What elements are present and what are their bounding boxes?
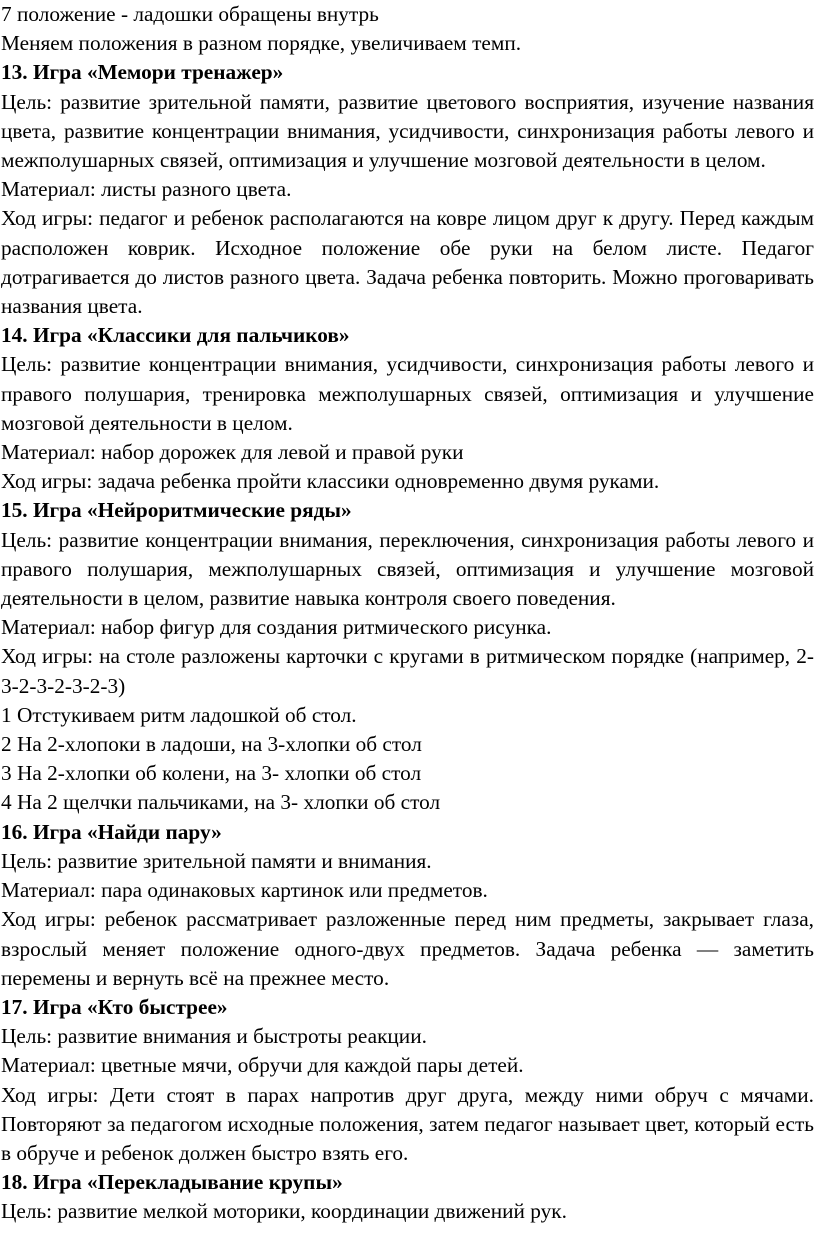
paragraph-change-positions: Меняем положения в разном порядке, увеличиваем темп.	[1, 31, 522, 56]
paragraph-position-7: 7 положение - ладошки обращены внутрь	[1, 2, 379, 26]
game-15-goal: Цель: развитие концентрации внимания, переключения, синхронизация работы левого и правого полушария, межполушарных связей, оптимизация и улучшение мозговой деятельности в целом, развитие навыка контроля своего поведения.	[1, 527, 814, 611]
game-15-material: Материал: набор фигур для создания ритмического рисунка.	[1, 615, 552, 640]
game-14-course: Ход игры: задача ребенка пройти классики одновременно двумя руками.	[1, 469, 660, 494]
game-18-goal: Цель: развитие мелкой моторики, координации движений рук.	[1, 1199, 567, 1224]
game-17-material: Материал: цветные мячи, обручи для каждой пары детей.	[1, 1053, 524, 1078]
game-13-material: Материал: листы разного цвета.	[1, 177, 292, 202]
game-15-step-1: 1 Отстукиваем ритм ладошкой об стол.	[1, 702, 357, 727]
game-15-step-2: 2 На 2-хлопоки в ладоши, на 3-хлопки об стол	[1, 732, 422, 757]
game-14-material: Материал: набор дорожек для левой и правой руки	[1, 440, 464, 465]
heading-game-17: 17. Игра «Кто быстрее»	[1, 994, 228, 1019]
game-14-goal: Цель: развитие концентрации внимания, усидчивости, синхронизация работы левого и правого полушария, тренировка межполушарных связей, оптимизация и улучшение мозговой деятельности в целом.	[1, 352, 814, 435]
heading-game-13: 13. Игра «Мемори тренажер»	[1, 60, 284, 85]
game-17-goal: Цель: развитие внимания и быстроты реакции.	[1, 1024, 427, 1049]
heading-game-15: 15. Игра «Нейроритмические ряды»	[1, 498, 352, 523]
heading-game-16: 16. Игра «Найди пару»	[1, 819, 222, 844]
game-15-step-3: 3 На 2-хлопки об колени, на 3- хлопки об стол	[1, 761, 422, 786]
game-16-course: Ход игры: ребенок рассматривает разложенные перед ним предметы, закрывает глаза, взрослый меняет положение одного-двух предметов. Задача ребенка — заметить перемены и вернуть всё на прежнее место.	[1, 907, 814, 990]
game-17-course: Ход игры: Дети стоят в парах напротив друг друга, между ними обруч с мячами. Повторяют за педагогом исходные положения, затем педагог называет цвет, который есть в обруче и ребенок должен быстро взять его.	[1, 1082, 814, 1165]
game-16-goal: Цель: развитие зрительной памяти и внимания.	[1, 848, 432, 873]
game-15-course: Ход игры: на столе разложены карточки с кругами в ритмическом порядке (например, 2-3-2-3-2-3-2-3)	[1, 644, 814, 698]
game-13-goal: Цель: развитие зрительной памяти, развитие цветового восприятия, изучение названия цвета, развитие концентрации внимания, усидчивости, синхронизация работы левого и межполушарных связей, оптимизация и улучшение мозговой деятельности в целом.	[1, 89, 814, 173]
game-13-course: Ход игры: педагог и ребенок располагаются на ковре лицом друг к другу. Перед каждым расположен коврик. Исходное положение обе руки на белом листе. Педагог дотрагивается до листов разного цвета. Задача ребенка повторить. Можно проговаривать названия цвета.	[1, 206, 814, 319]
heading-game-18: 18. Игра «Перекладывание крупы»	[1, 1170, 343, 1195]
heading-game-14: 14. Игра «Классики для пальчиков»	[1, 323, 350, 348]
game-16-material: Материал: пара одинаковых картинок или предметов.	[1, 878, 488, 903]
game-15-step-4: 4 На 2 щелчки пальчиками, на 3- хлопки об стол	[1, 790, 441, 815]
